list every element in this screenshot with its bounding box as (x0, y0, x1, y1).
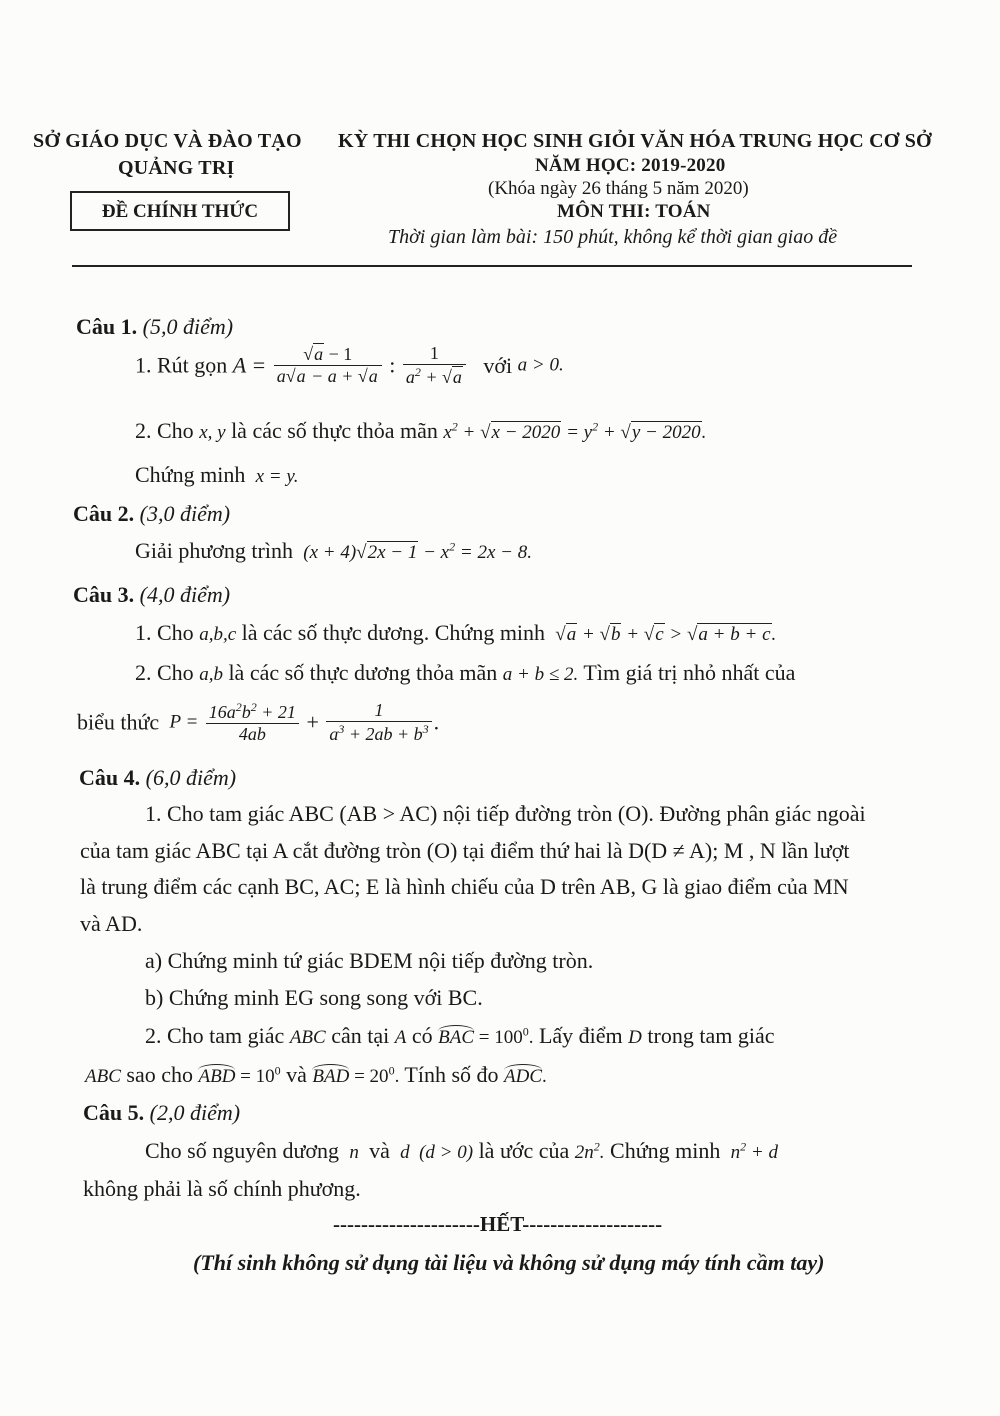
q4-line1: 1. Cho tam giác ABC (AB > AC) nội tiếp đường tròn (O). Đường phân giác ngoài (145, 801, 866, 826)
question-4-heading: Câu 4. (6,0 điểm) (79, 765, 237, 790)
q1-part3: Chứng minh x = y. (135, 462, 299, 487)
q4-part2-line2: ABC sao cho ABD = $10^0$ và BAD = $20^0$. Tính số đo ADC. (85, 1062, 547, 1087)
q3-expression: biểu thức P = $\frac{16a^2b^2 + 21}{4ab}$ + $\frac{1}{a^3 + 2ab + b^3}$ . (77, 700, 440, 744)
question-2-heading: Câu 2. (3,0 điểm) (73, 501, 231, 526)
time-allowed: Thời gian làm bài: 150 phút, không kể thời gian giao đề (388, 226, 838, 248)
header-divider (72, 265, 912, 267)
q3-part2: 2. Cho a,b là các số thực dương thỏa mãn a + b ≤ 2. Tìm giá trị nhỏ nhất của (135, 660, 796, 685)
q3-part1: 1. Cho a,b,c là các số thực dương. Chứng minh √a + √b + √c > √a + b + c. (135, 620, 777, 645)
end-marker: ---------------------HẾT-------------------- (333, 1212, 663, 1236)
q1-part2: 2. Cho x, y là các số thực thỏa mãn $x^2 + √x - 2020 = y^2 + √y - 2020$. (135, 418, 707, 443)
q4-line4: và AD. (80, 911, 143, 936)
exam-date: (Khóa ngày 26 tháng 5 năm 2020) (488, 178, 749, 199)
footer-note: (Thí sinh không sử dụng tài liệu và không sử dụng máy tính cầm tay) (193, 1250, 825, 1275)
q5-line1: Cho số nguyên dương n và d (d > 0) là ước của $2n^2$. Chứng minh $n^2 + d$ (145, 1138, 778, 1163)
school-year: NĂM HỌC: 2019-2020 (535, 155, 726, 176)
question-1-heading: Câu 1. (5,0 điểm) (76, 314, 234, 339)
stamp-label: ĐỀ CHÍNH THỨC (101, 201, 259, 222)
q4-part-a: a) Chứng minh tứ giác BDEM nội tiếp đường tròn. (145, 948, 594, 973)
q4-part2-line1: 2. Cho tam giác ABC cân tại A có BAC = $100^0$. Lấy điểm D trong tam giác (145, 1023, 775, 1048)
q5-line2: không phải là số chính phương. (83, 1176, 361, 1201)
question-5-heading: Câu 5. (2,0 điểm) (83, 1100, 241, 1125)
q2-equation: Giải phương trình $(x + 4)√2x - 1 - x^2 = 2x - 8$. (135, 538, 532, 563)
q1-part1: 1. Rút gọn A = $\frac{√a - 1}{a√a - a + √a}$ : $\frac{1}{a^2 + √a}$ với a > 0. (135, 343, 564, 387)
q4-line2: của tam giác ABC tại A cắt đường tròn (O) tại điểm thứ hai là D(D ≠ A); M , N lần lượt (80, 838, 850, 863)
exam-title: KỲ THI CHỌN HỌC SINH GIỎI VĂN HÓA TRUNG HỌC CƠ SỞ (338, 130, 932, 152)
subject: MÔN THI: TOÁN (557, 201, 711, 222)
q4-line3: là trung điểm các cạnh BC, AC; E là hình chiếu của D trên AB, G là giao điểm của MN (80, 874, 849, 899)
department-name: SỞ GIÁO DỤC VÀ ĐÀO TẠO (33, 130, 302, 152)
question-3-heading: Câu 3. (4,0 điểm) (73, 582, 231, 607)
q4-part-b: b) Chứng minh EG song song với BC. (145, 985, 483, 1010)
province-name: QUẢNG TRỊ (118, 157, 235, 179)
official-stamp (70, 191, 290, 231)
